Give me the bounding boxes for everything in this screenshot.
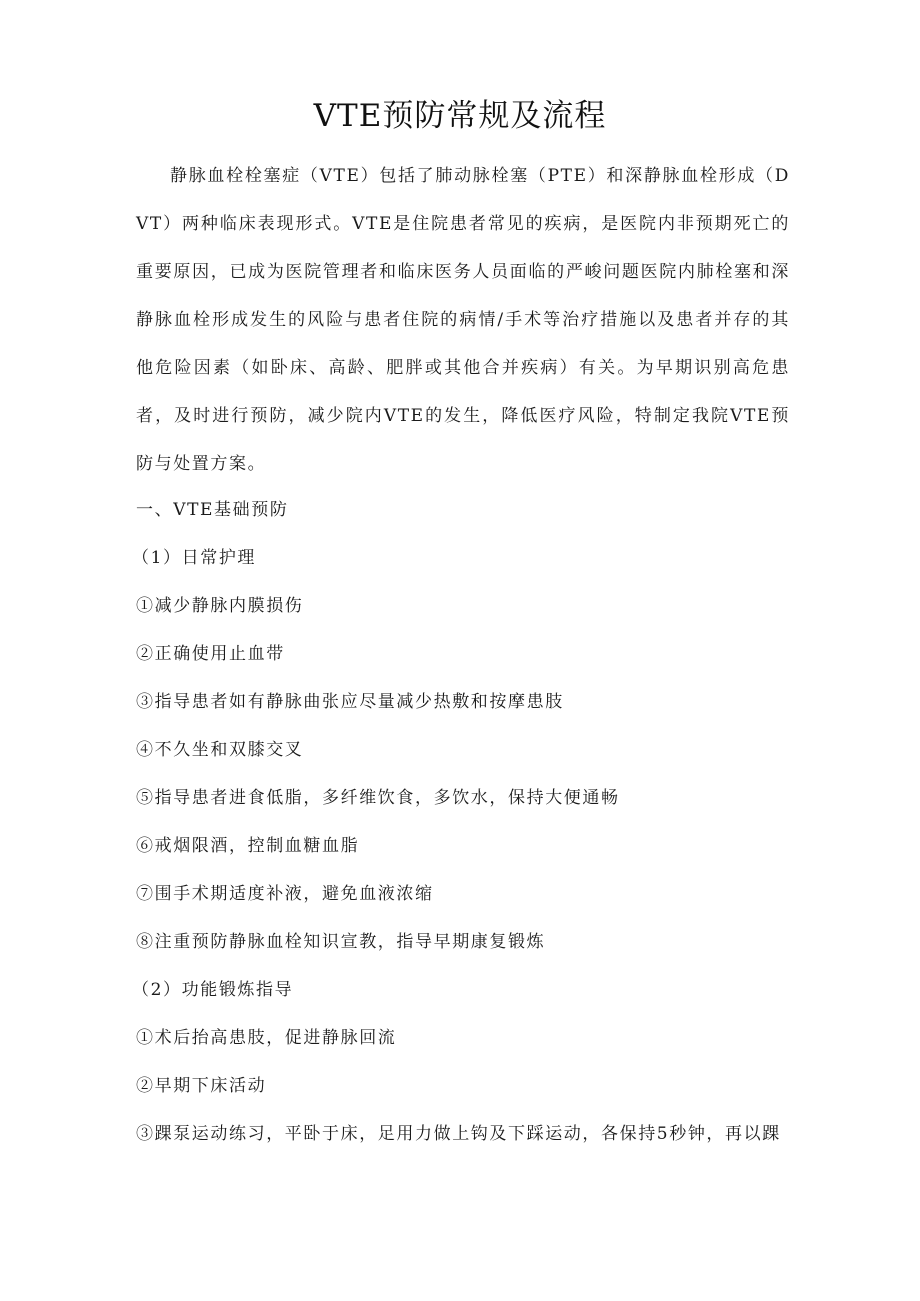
list-item: ⑦围手术期适度补液，避免血液浓缩: [136, 884, 434, 904]
document-title: VTE预防常规及流程: [313, 98, 607, 134]
section-heading-basic-prevention: 一、VTE基础预防: [136, 500, 289, 520]
list-item: ②正确使用止血带: [136, 644, 285, 664]
list-item: ⑤指导患者进食低脂，多纤维饮食，多饮水，保持大便通畅: [136, 788, 620, 808]
list-item: ⑧注重预防静脉血栓知识宣教，指导早期康复锻炼: [136, 932, 546, 952]
subsection-heading-exercise: （2）功能锻炼指导: [132, 980, 294, 1000]
list-item: ③指导患者如有静脉曲张应尽量减少热敷和按摩患肢: [136, 692, 564, 712]
list-item: ①减少静脉内膜损伤: [136, 596, 304, 616]
subsection-heading-daily-care: （1）日常护理: [132, 548, 257, 568]
list-item: ④不久坐和双膝交叉: [136, 740, 304, 760]
list-item: ①术后抬高患肢，促进静脉回流: [136, 1028, 397, 1048]
list-item: ③踝泵运动练习，平卧于床，足用力做上钩及下踩运动，各保持5秒钟，再以踝: [136, 1124, 781, 1144]
list-item: ⑥戒烟限酒，控制血糖血脂: [136, 836, 360, 856]
intro-paragraph: 静脉血栓栓塞症（VTE）包括了肺动脉栓塞（PTE）和深静脉血栓形成（DVT）两种临床表现形式。VTE是住院患者常见的疾病，是医院内非预期死亡的重要原因，已成为医院管理者和临床医务人员面临的严峻问题医院内肺栓塞和深静脉血栓形成发生的风险与患者住院的病情/手术等治疗措施以及患者并存的其他危险因素（如卧床、高龄、肥胖或其他合并疾病）有关。为早期识别高危患者，及时进行预防，减少院内VTE的发生，降低医疗风险，特制定我院VTE预防与处置方案。: [136, 166, 790, 474]
list-item: ②早期下床活动: [136, 1076, 267, 1096]
